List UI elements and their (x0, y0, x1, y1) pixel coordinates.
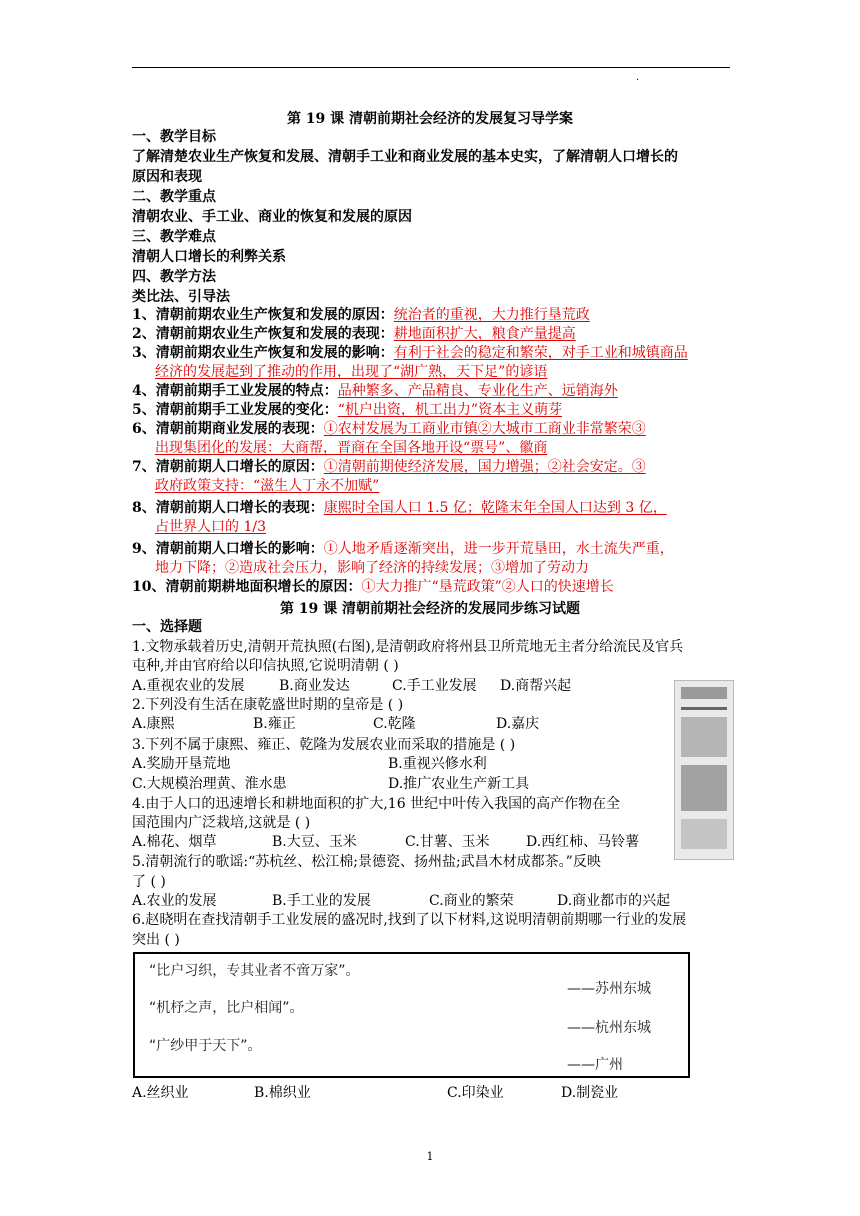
point-6-answer-2: 出现集团化的发展：大商帮，晋商在全国各地开设“票号”、徽商 (155, 440, 548, 456)
q2-text: 2.下列没有生活在康乾盛世时期的皇帝是 ( ) (132, 697, 404, 713)
point-7-question: 7、清朝前期人口增长的原因： (132, 459, 324, 475)
quote-1-source: ——苏州东城 (567, 981, 651, 997)
exercise-title: 第 19 课 清朝前期社会经济的发展同步练习试题 (279, 601, 581, 617)
quiz-heading: 一、选择题 (132, 619, 202, 635)
quote-3-source: ——广州 (567, 1057, 623, 1073)
q1-option-a: A.重视农业的发展 (132, 678, 245, 694)
q1-options (132, 676, 571, 696)
q3-option-c: C.大规模治理黄、淮水患 (132, 776, 287, 792)
point-6-cont (155, 438, 547, 458)
point-10-question: 10、清朝前期耕地面积增长的原因： (132, 579, 362, 595)
q5-option-a: A.农业的发展 (132, 893, 217, 909)
point-3-cont (155, 362, 547, 382)
point-2-question: 2、清朝前期农业生产恢复和发展的表现： (132, 326, 394, 342)
point-7 (132, 457, 646, 477)
q1-text-1: 1.文物承载着历史,清朝开荒执照(右图),是清朝政府将州县卫所荒地无主者分给流民及官兵 (132, 639, 684, 655)
q2-option-a: A.康熙 (132, 716, 175, 732)
q5-option-c: C.商业的繁荣 (429, 893, 514, 909)
quote-1-text: “比户习织，专其业者不啻万家”。 (149, 963, 360, 979)
q5-option-d: D.商业都市的兴起 (557, 893, 671, 909)
q3-option-a: A.奖励开垦荒地 (132, 756, 231, 772)
q3-text: 3.下列不属于康熙、雍正、乾隆为发展农业而采取的措施是 ( ) (132, 737, 516, 753)
goal-text-1: 了解清楚农业生产恢复和发展、清朝手工业和商业发展的基本史实，了解清朝人口增长的 (132, 149, 678, 165)
q6-option-c: C.印染业 (447, 1085, 504, 1101)
point-2-answer: 耕地面积扩大，粮食产量提高 (393, 326, 576, 342)
point-1-question: 1、清朝前期农业生产恢复和发展的原因： (132, 307, 394, 323)
point-4-question: 4、清朝前期手工业发展的特点： (132, 383, 338, 399)
point-4 (132, 381, 618, 401)
difficulty-text: 清朝人口增长的利弊关系 (132, 249, 286, 265)
point-1-answer: 统治者的重视，大力推行垦荒政 (393, 307, 590, 323)
q4-text-2: 国范围内广泛栽培,这就是 ( ) (132, 815, 311, 831)
page-number: 1 (426, 1150, 434, 1163)
q6-option-b: B.棉织业 (254, 1085, 311, 1101)
q4-text-1: 4.由于人口的迅速增长和耕地面积的扩大,16 世纪中叶传入我国的高产作物在全 (132, 796, 621, 812)
q5-options (132, 891, 670, 911)
point-6-answer-1: ①农村发展为工商业市镇②大城市工商业非常繁荣③ (323, 421, 646, 437)
point-8-cont (155, 517, 266, 537)
page-title: 第 19 课 清朝前期社会经济的发展复习导学案 (286, 111, 574, 127)
point-3 (132, 343, 688, 363)
point-9-answer-2: 地力下降；②造成社会压力，影响了经济的持续发展；③增加了劳动力 (155, 560, 589, 576)
q5-option-b: B.手工业的发展 (272, 893, 371, 909)
point-10-answer: ①大力推广“垦荒政策”②人口的快速增长 (361, 579, 614, 595)
q1-option-c: C.手工业发展 (392, 678, 477, 694)
header-rule (132, 67, 730, 68)
section-heading-key: 二、教学重点 (132, 189, 216, 205)
quote-2-source: ——杭州东城 (567, 1020, 651, 1036)
q3-options-row-2 (132, 774, 529, 794)
q6-options (132, 1083, 618, 1103)
land-reclamation-license-photo (674, 680, 734, 860)
point-4-answer: 品种繁多、产品精良、专业化生产、远销海外 (337, 383, 618, 399)
method-text: 类比法、引导法 (132, 289, 230, 305)
q2-option-c: C.乾隆 (373, 716, 416, 732)
q4-option-d: D.西红柿、马铃薯 (526, 834, 640, 850)
point-5-question: 5、清朝前期手工业发展的变化： (132, 402, 338, 418)
point-2 (132, 324, 576, 344)
q1-option-d: D.商帮兴起 (500, 678, 572, 694)
q4-option-c: C.甘薯、玉米 (405, 834, 490, 850)
quote-2-text: “机杼之声，比户相闻”。 (149, 1000, 304, 1016)
q2-option-d: D.嘉庆 (496, 716, 540, 732)
point-9 (132, 539, 674, 559)
point-10 (132, 577, 614, 597)
point-3-answer-1: 有利于社会的稳定和繁荣，对手工业和城镇商品 (393, 345, 688, 361)
q4-option-b: B.大豆、玉米 (272, 834, 357, 850)
point-3-answer-2: 经济的发展起到了推动的作用，出现了“湖广熟，天下足”的谚语 (155, 364, 548, 380)
q6-quote-box (133, 952, 690, 1078)
q5-text-1: 5.清朝流行的歌谣:“苏杭丝、松江棉;景德瓷、扬州盐;武昌木材成都茶。”反映 (132, 854, 601, 870)
q1-option-b: B.商业发达 (279, 678, 350, 694)
point-1 (132, 305, 590, 325)
section-heading-goals: 一、教学目标 (132, 129, 216, 145)
point-7-cont (155, 476, 379, 496)
point-7-answer-2: 政府政策支持：“滋生人丁永不加赋” (155, 478, 380, 494)
q6-text-2: 突出 ( ) (132, 932, 180, 948)
q6-text-1: 6.赵晓明在查找清朝手工业发展的盛况时,找到了以下材料,这说明清朝前期哪一行业的发展 (132, 912, 687, 928)
q6-option-a: A.丝织业 (132, 1085, 189, 1101)
point-5-answer: “机户出资，机工出力”资本主义萌芽 (337, 402, 563, 418)
q4-options (132, 832, 639, 852)
point-8-question: 8、清朝前期人口增长的表现： (132, 500, 324, 516)
point-8-answer-1: 康熙时全国人口 1.5 亿；乾隆末年全国人口达到 3 亿， (323, 500, 667, 516)
point-9-question: 9、清朝前期人口增长的影响： (132, 541, 324, 557)
point-7-answer-1: ①清朝前期使经济发展，国力增强；②社会安定。③ (323, 459, 646, 475)
point-9-answer-1: ①人地矛盾逐渐突出，进一步开荒垦田，水土流失严重， (323, 541, 674, 557)
q5-text-2: 了 ( ) (132, 874, 166, 890)
q3-option-b: B.重视兴修水利 (388, 756, 487, 772)
point-6 (132, 419, 646, 439)
section-heading-method: 四、教学方法 (132, 269, 216, 285)
quote-3-text: “广纱甲于天下”。 (149, 1038, 262, 1054)
point-8 (132, 498, 667, 518)
q6-option-d: D.制瓷业 (561, 1085, 619, 1101)
point-8-answer-2: 占世界人口的 1/3 (155, 519, 266, 535)
q3-options-row-1 (132, 754, 487, 774)
point-5 (132, 400, 562, 420)
header-dot: . (636, 72, 640, 83)
key-text: 清朝农业、手工业、商业的恢复和发展的原因 (132, 209, 412, 225)
section-heading-difficulty: 三、教学难点 (132, 229, 216, 245)
q2-option-b: B.雍正 (253, 716, 296, 732)
goal-text-2: 原因和表现 (132, 169, 202, 185)
point-9-cont (155, 558, 589, 578)
point-6-question: 6、清朝前期商业发展的表现： (132, 421, 324, 437)
q1-text-2: 屯种,并由官府给以印信执照,它说明清朝 ( ) (132, 658, 399, 674)
q2-options (132, 714, 539, 734)
q4-option-a: A.棉花、烟草 (132, 834, 217, 850)
q3-option-d: D.推广农业生产新工具 (388, 776, 530, 792)
point-3-question: 3、清朝前期农业生产恢复和发展的影响： (132, 345, 394, 361)
